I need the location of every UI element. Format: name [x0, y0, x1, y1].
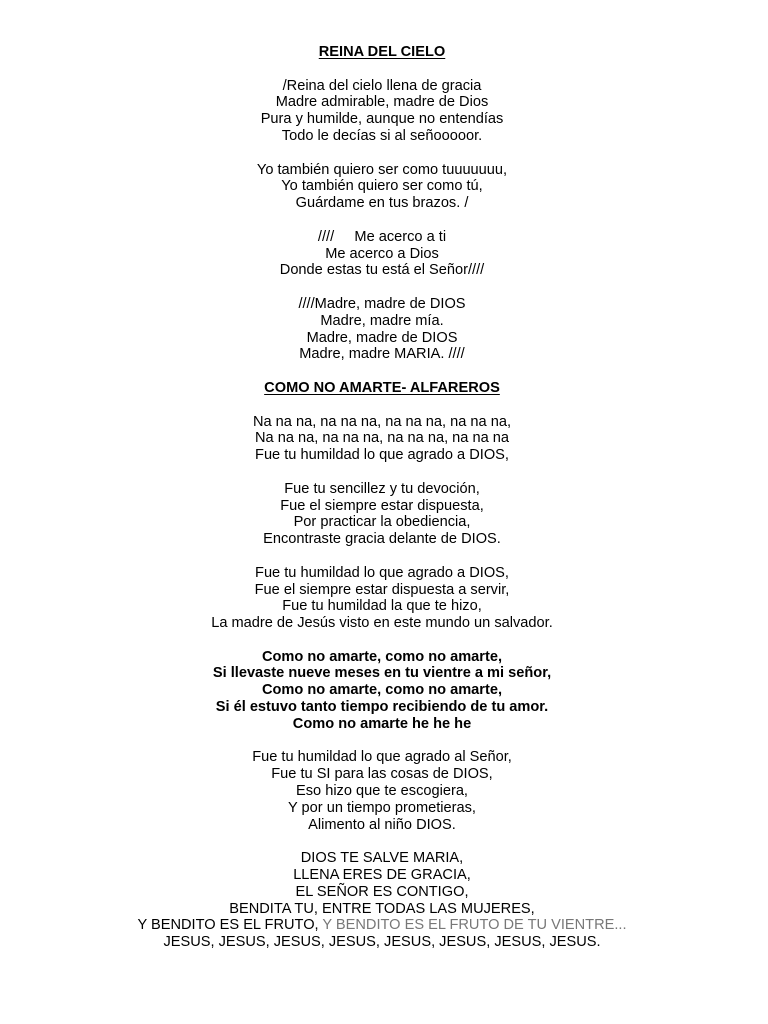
- chorus-stanza: [0, 649, 764, 733]
- lyric-line: Madre, madre MARIA. ////: [299, 346, 465, 363]
- lyric-line: DIOS TE SALVE MARIA,: [300, 850, 464, 867]
- lyric-line: Alimento al niño DIOS.: [308, 816, 456, 833]
- stanza: [0, 565, 764, 632]
- chorus-line: Como no amarte, como no amarte,: [261, 648, 503, 665]
- lyric-line: //// Me acerco a ti: [317, 228, 447, 245]
- lyric-line: La madre de Jesús visto en este mundo un salvador.: [211, 615, 553, 632]
- lyric-line: Madre admirable, madre de Dios: [275, 94, 489, 111]
- chorus-line: Como no amarte he he he: [292, 715, 472, 732]
- lyric-line: Me acerco a Dios: [325, 245, 439, 262]
- lyric-line: Donde estas tu está el Señor////: [279, 262, 485, 279]
- lyrics-page: [0, 44, 764, 951]
- faded-preview-text: Y BENDITO ES EL FRUTO DE TU VIENTRE...: [318, 917, 627, 934]
- stanza: [0, 850, 764, 951]
- stanza: [0, 296, 764, 363]
- song-title-reina-del-cielo: REINA DEL CIELO: [318, 44, 446, 60]
- lyric-line: Fue tu SI para las cosas de DIOS,: [271, 766, 493, 783]
- stanza: [0, 78, 764, 145]
- lyric-line: Yo también quiero ser como tú,: [281, 178, 483, 195]
- song-title-como-no-amarte: COMO NO AMARTE- ALFAREROS: [264, 379, 500, 396]
- stanza: [0, 481, 764, 548]
- stanza: [0, 749, 764, 833]
- lyric-line: ////Madre, madre de DIOS: [298, 295, 466, 312]
- lyric-line: Guárdame en tus brazos. /: [295, 195, 469, 212]
- lyric-line: /Reina del cielo llena de gracia: [282, 77, 482, 94]
- lyric-line: Fue el siempre estar dispuesta,: [280, 497, 484, 514]
- lyric-line: Madre, madre mía.: [320, 312, 444, 329]
- lyric-line: Eso hizo que te escogiera,: [296, 783, 468, 800]
- lyric-text: Y BENDITO ES EL FRUTO,: [137, 917, 319, 934]
- lyric-line: Na na na, na na na, na na na, na na na: [255, 430, 509, 447]
- lyric-line: Madre, madre de DIOS: [306, 329, 458, 346]
- lyric-line: Yo también quiero ser como tuuuuuuu,: [256, 161, 508, 178]
- lyric-line: Fue tu humildad lo que agrado a DIOS,: [255, 447, 509, 464]
- lyric-line: EL SEÑOR ES CONTIGO,: [295, 883, 469, 900]
- stanza: [0, 414, 764, 464]
- chorus-line: Como no amarte, como no amarte,: [261, 682, 503, 699]
- lyric-line-partially-faded: [0, 917, 764, 934]
- lyric-line: Fue tu humildad lo que agrado al Señor,: [252, 749, 512, 766]
- chorus-line: Si él estuvo tanto tiempo recibiendo de tu amor.: [215, 699, 549, 716]
- lyric-line: Todo le decías si al señooooor.: [281, 127, 483, 144]
- lyric-line: Fue el siempre estar dispuesta a servir,: [254, 581, 510, 598]
- lyric-line: Y por un tiempo prometieras,: [288, 799, 476, 816]
- lyric-line: Encontraste gracia delante de DIOS.: [263, 531, 501, 548]
- lyric-line: Na na na, na na na, na na na, na na na,: [252, 413, 512, 430]
- lyric-line: BENDITA TU, ENTRE TODAS LAS MUJERES,: [229, 900, 535, 917]
- lyric-line: JESUS, JESUS, JESUS, JESUS, JESUS, JESUS, JESUS, JESUS.: [163, 934, 601, 951]
- chorus-line: Si llevaste nueve meses en tu vientre a mi señor,: [212, 665, 552, 682]
- lyric-line: LLENA ERES DE GRACIA,: [293, 867, 471, 884]
- lyric-line: Pura y humilde, aunque no entendías: [260, 111, 504, 128]
- lyric-line: Fue tu sencillez y tu devoción,: [284, 480, 480, 497]
- lyric-line: Por practicar la obediencia,: [293, 514, 471, 531]
- stanza: [0, 162, 764, 212]
- stanza: [0, 229, 764, 279]
- lyric-line: Fue tu humildad la que te hizo,: [282, 598, 482, 615]
- lyric-line: Fue tu humildad lo que agrado a DIOS,: [255, 564, 509, 581]
